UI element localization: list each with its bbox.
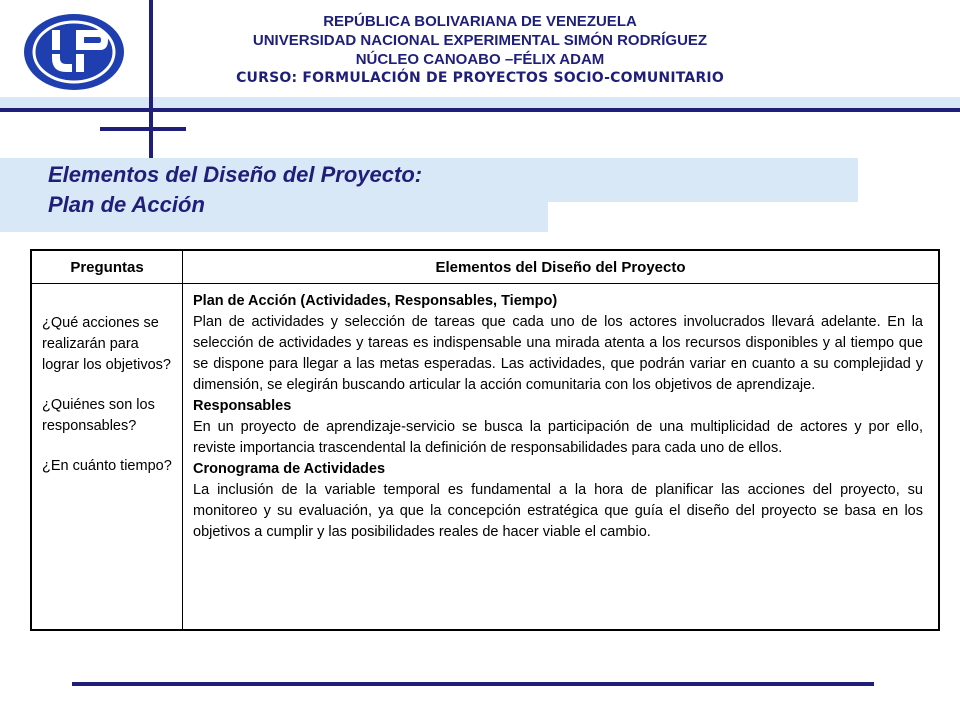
page-title-line1: Elementos del Diseño del Proyecto: [48,162,423,187]
section-text-schedule: La inclusión de la variable temporal es fundamental a la hora de planificar las acciones del proyecto, su monitoreo y su evaluación, ya que la concepción estratégica que guía el diseño del proyecto se basa en los objetivos a cumplir y las posibilidades reales de hacer viable el cambio. [193,482,923,540]
vertical-divider-line [149,0,153,162]
question-time: ¿En cuánto tiempo? [42,458,172,474]
table-header-questions: Preguntas [70,259,144,276]
design-elements-table [30,249,940,631]
page-title-line2: Plan de Acción [48,192,205,217]
elements-column [193,291,923,543]
section-heading-responsibles: Responsables [193,398,292,414]
section-text-plan: Plan de actividades y selección de tareas que cada uno de los actores involucrados llevará adelante. En la selección de actividades y tareas es indispensable una mirada atenta a los recursos disponibles y al tiempo que se dispone para llegar a las metas esperadas. Las actividades, que podrán variar en cuanto a su complejidad y dimensión, se elegirán buscando articular la acción comunitaria con los objetivos de aprendizaje. [193,314,923,393]
header-line-course: CURSO: FORMULACIÓN DE PROYECTOS SOCIO-COMUNITARIO [236,70,724,86]
question-responsibles: ¿Quiénes son los responsables? [42,397,155,434]
section-text-responsibles: En un proyecto de aprendizaje-servicio se busca la participación de una multiplicidad de actores y por ello, reviste importancia trascendental la definición de responsabilidades para cada uno de ellos. [193,419,923,456]
header-line-university: UNIVERSIDAD NACIONAL EXPERIMENTAL SIMÓN RODRÍGUEZ [252,32,708,49]
question-actions: ¿Qué acciones se realizarán para lograr los objetivos? [42,315,171,373]
section-heading-plan: Plan de Acción (Actividades, Responsables, Tiempo) [193,293,558,309]
header-line-republic: REPÚBLICA BOLIVARIANA DE VENEZUELA [323,13,637,30]
page-title [48,160,422,220]
section-heading-schedule: Cronograma de Actividades [193,461,386,477]
header-line-nucleo: NÚCLEO CANOABO –FÉLIX ADAM [355,51,605,68]
table-header-elements: Elementos del Diseño del Proyecto [435,259,686,276]
footer-divider-line [72,682,874,686]
questions-column [42,313,176,496]
header-accent-band [0,97,960,108]
short-accent-line [100,127,186,131]
header-divider-line [0,108,960,112]
table-header-divider [32,283,938,284]
university-logo [22,12,126,92]
institution-header [170,12,790,88]
table-column-divider [182,251,183,629]
